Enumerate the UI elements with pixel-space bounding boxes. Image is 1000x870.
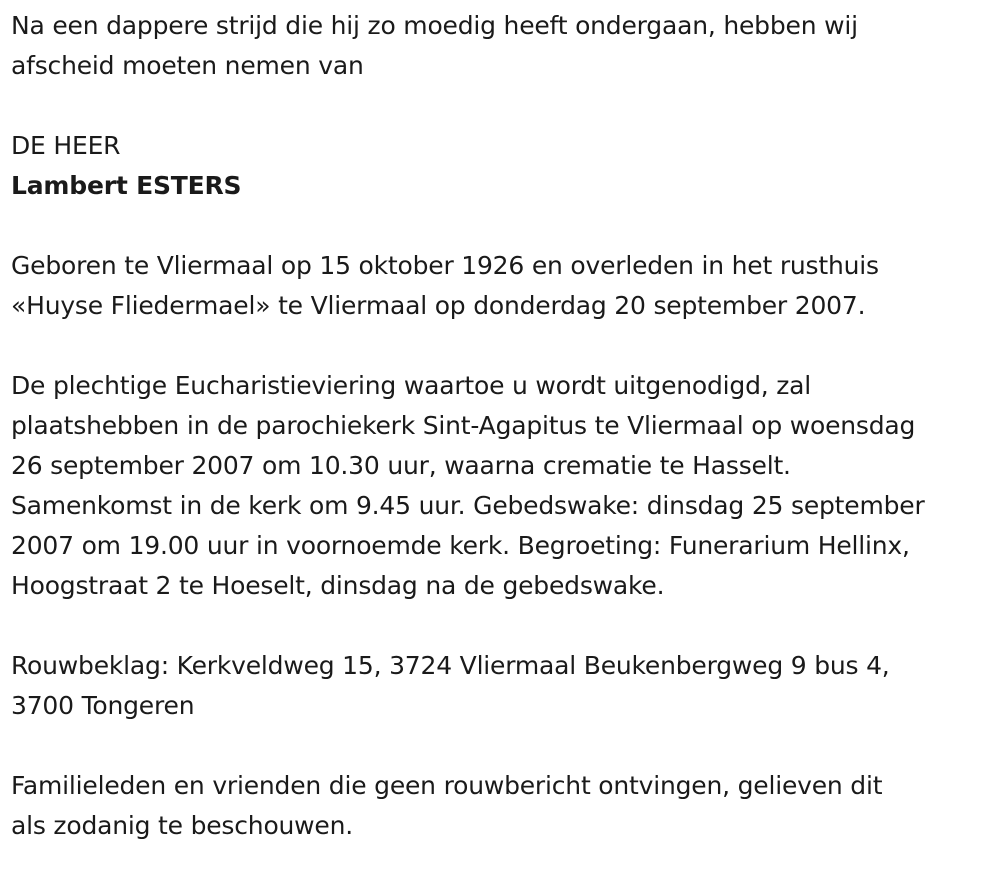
ceremony-line: 26 september 2007 om 10.30 uur, waarna crematie te Hasselt. [11, 451, 791, 480]
paragraph-spacer [11, 606, 991, 646]
intro-line: Na een dappere strijd die hij zo moedig heeft ondergaan, hebben wij [11, 11, 858, 40]
deceased-name: Lambert ESTERS [11, 171, 242, 200]
ceremony-line: Samenkomst in de kerk om 9.45 uur. Gebedswake: dinsdag 25 september [11, 491, 925, 520]
condolence-line: Rouwbeklag: Kerkveldweg 15, 3724 Vliermaal Beukenbergweg 9 bus 4, [11, 651, 890, 680]
paragraph-spacer [11, 726, 991, 766]
obituary-notice [11, 6, 991, 846]
intro-paragraph [11, 6, 991, 86]
birth-death-line: «Huyse Fliedermael» te Vliermaal op donderdag 20 september 2007. [11, 291, 866, 320]
closing-line: als zodanig te beschouwen. [11, 811, 354, 840]
salutation: DE HEER [11, 131, 121, 160]
birth-death-line: Geboren te Vliermaal op 15 oktober 1926 en overleden in het rusthuis [11, 251, 879, 280]
ceremony-line: De plechtige Eucharistieviering waartoe u wordt uitgenodigd, zal [11, 371, 812, 400]
closing-line: Familieleden en vrienden die geen rouwbericht ontvingen, gelieven dit [11, 771, 883, 800]
paragraph-spacer [11, 206, 991, 246]
ceremony-line: 2007 om 19.00 uur in voornoemde kerk. Begroeting: Funerarium Hellinx, [11, 531, 910, 560]
paragraph-spacer [11, 86, 991, 126]
condolence-line: 3700 Tongeren [11, 691, 195, 720]
intro-line: afscheid moeten nemen van [11, 51, 364, 80]
paragraph-spacer [11, 326, 991, 366]
ceremony-paragraph [11, 366, 991, 606]
ceremony-line: Hoogstraat 2 te Hoeselt, dinsdag na de gebedswake. [11, 571, 665, 600]
ceremony-line: plaatshebben in de parochiekerk Sint-Agapitus te Vliermaal op woensdag [11, 411, 916, 440]
closing-paragraph [11, 766, 991, 846]
condolence-paragraph [11, 646, 991, 726]
birth-death-paragraph [11, 246, 991, 326]
